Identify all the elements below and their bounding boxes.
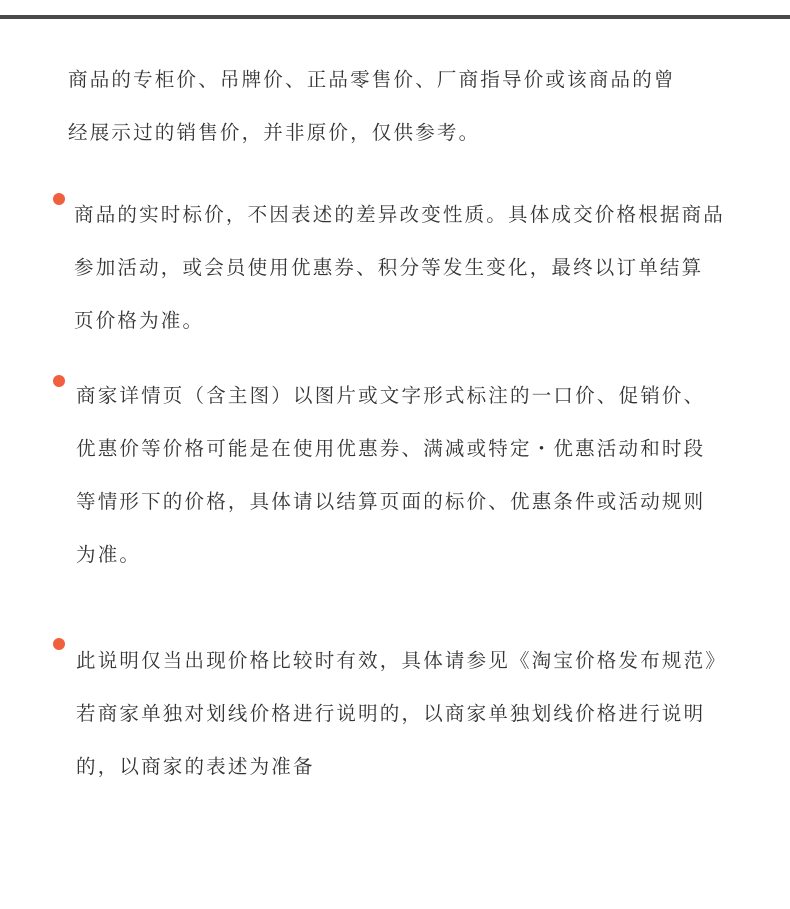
bullet-paragraph-detail-page xyxy=(76,369,705,581)
bullet-line: 为准。 xyxy=(76,543,142,566)
bullet-dot-icon xyxy=(53,638,65,650)
bullet-line: 页价格为准。 xyxy=(74,309,205,332)
bullet-line: 商品的实时标价，不因表述的差异改变性质。具体成交价格根据商品 xyxy=(74,203,726,226)
bullet-line: 若商家单独对划线价格进行说明的，以商家单独划线价格进行说明 xyxy=(76,702,706,725)
bullet-line: 优惠价等价格可能是在使用优惠券、满减或特定・优惠活动和时段 xyxy=(76,437,706,460)
bullet-line: 等情形下的价格，具体请以结算页面的标价、优惠条件或活动规则 xyxy=(76,490,706,513)
bullet-dot-icon xyxy=(53,375,65,387)
intro-line: 商品的专柜价、吊牌价、正品零售价、厂商指导价或该商品的曾 xyxy=(68,68,676,91)
bullet-line: 此说明仅当出现价格比较时有效，具体请参见《淘宝价格发布规范》 xyxy=(76,649,728,672)
bullet-line: 参加活动，或会员使用优惠券、积分等发生变化，最终以订单结算 xyxy=(74,256,704,279)
bullet-line: 商家详情页（含主图）以图片或文字形式标注的一口价、促销价、 xyxy=(76,384,706,407)
top-divider xyxy=(0,15,790,19)
bullet-line: 的，以商家的表述为准备 xyxy=(76,755,315,778)
intro-paragraph xyxy=(68,53,676,159)
bullet-dot-icon xyxy=(53,193,65,205)
bullet-paragraph-price-note xyxy=(74,188,725,347)
intro-line: 经展示过的销售价，并非原价，仅供参考。 xyxy=(68,121,481,144)
bullet-paragraph-validity xyxy=(76,634,727,793)
